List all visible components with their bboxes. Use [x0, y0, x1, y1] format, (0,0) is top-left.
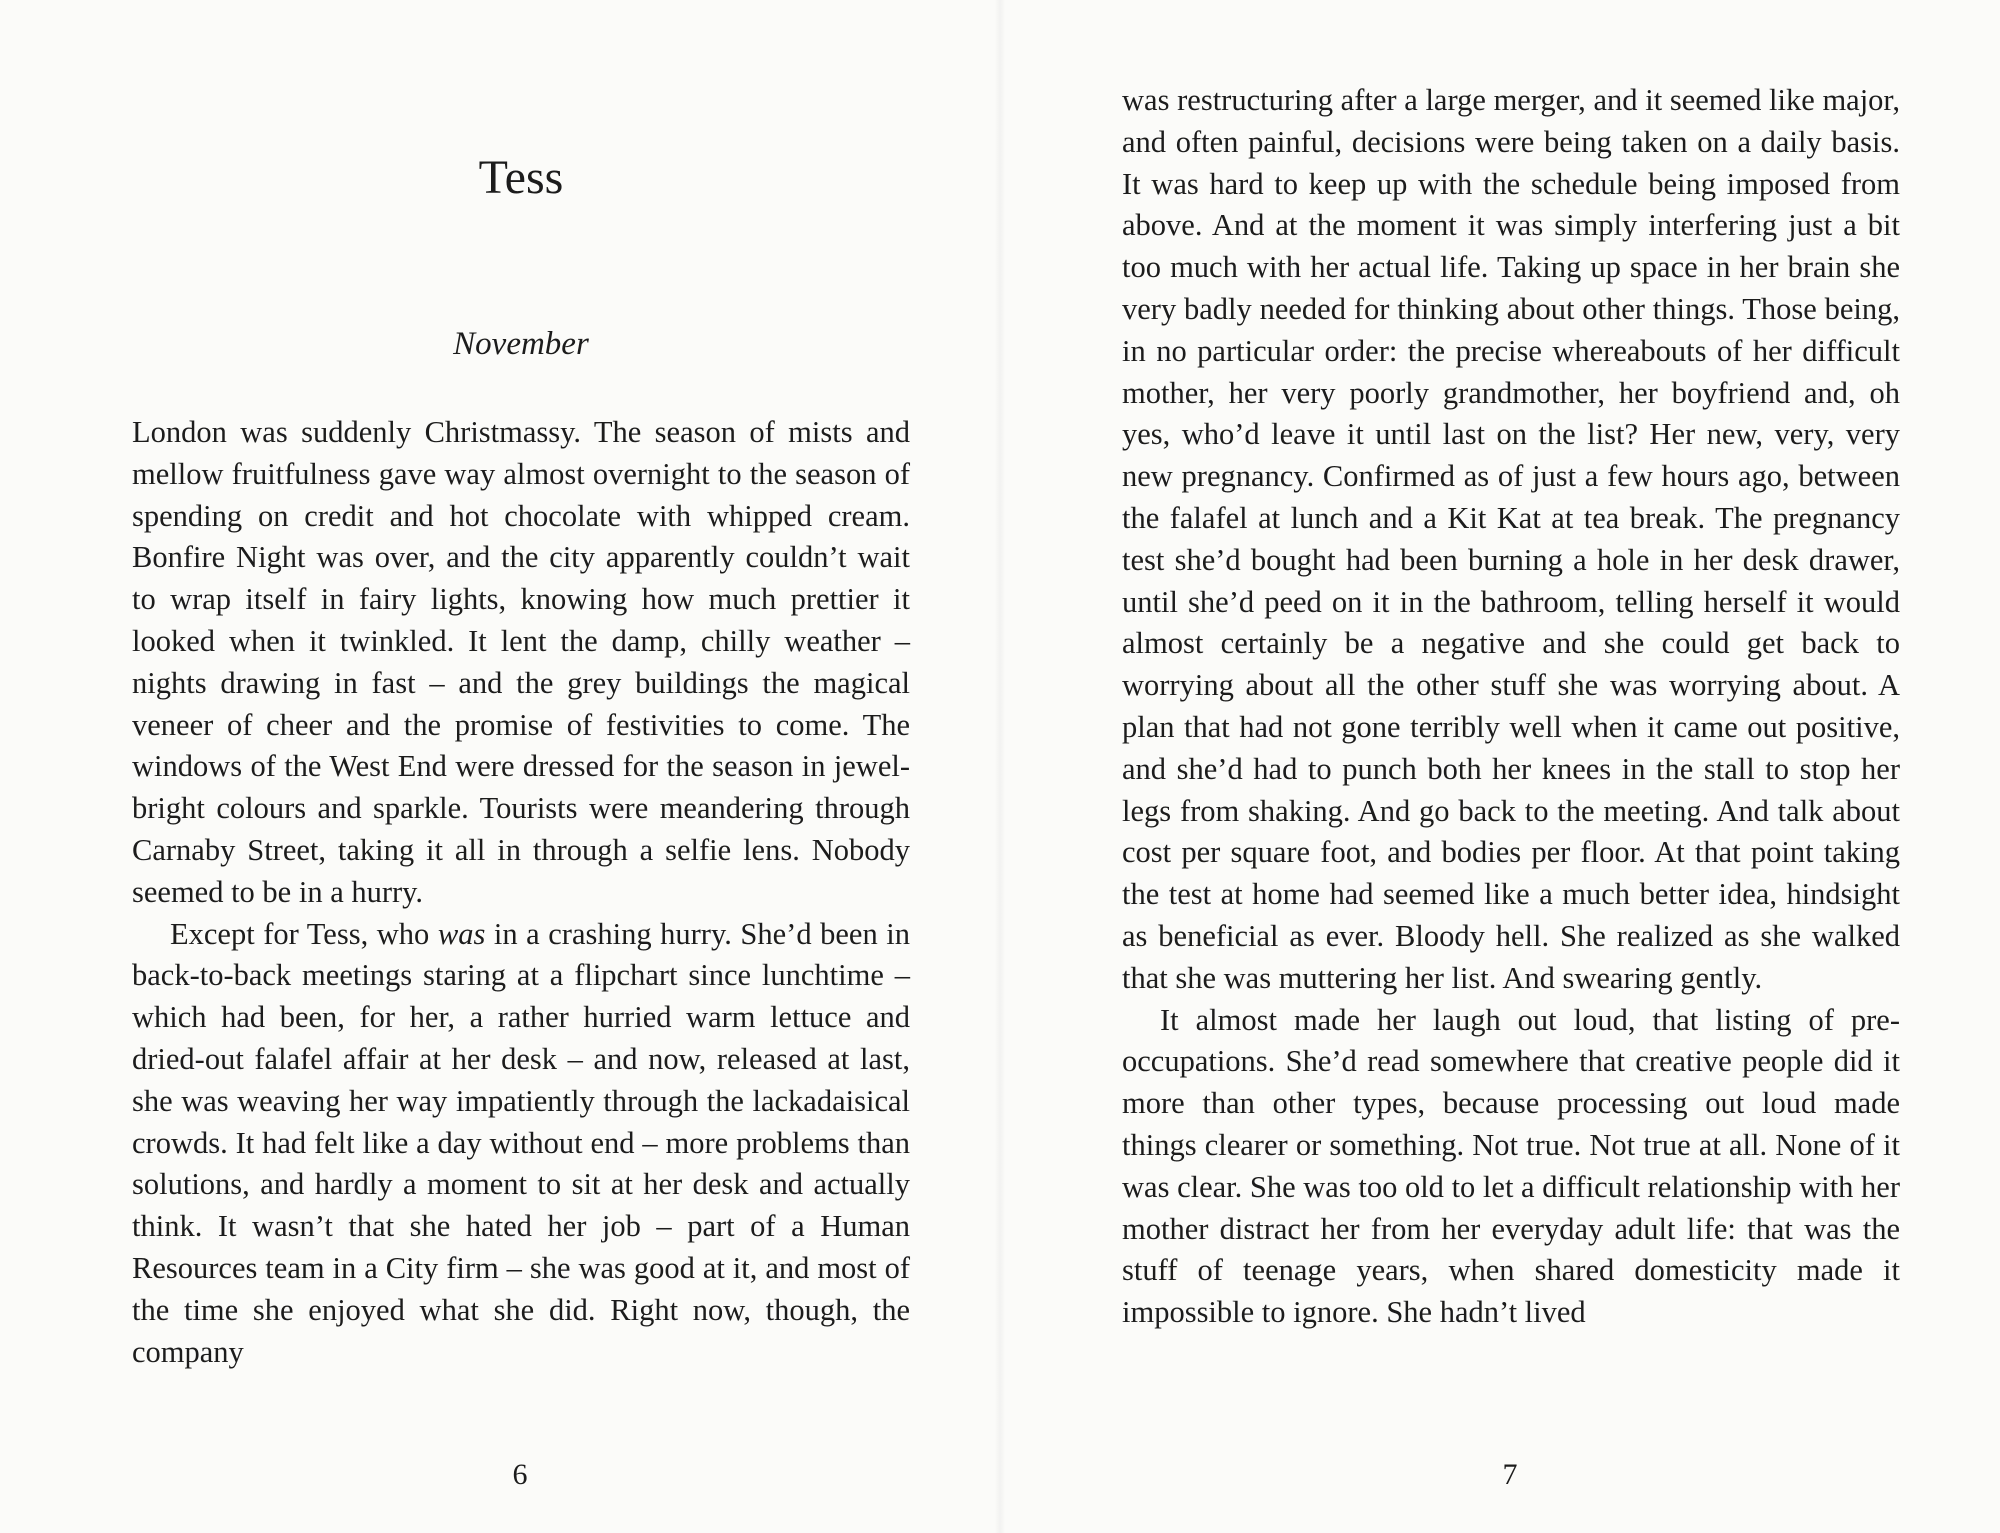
emphasized-word: was [437, 916, 486, 951]
right-page-text [1122, 80, 1900, 1334]
page-number: 7 [1502, 1458, 1518, 1491]
paragraph: It almost made her laugh out loud, that listing of preoccupations. She’d read somewhere that creative people did it more than other types, because processing out loud made things clearer or something. Not true. Not true at all. None of it was clear. She was too old to let a difficult relationship with her mother distract her from her everyday adult life: that was the stuff of teenage years, when shared domesticity made it impossible to ignore. She hadn’t lived [1122, 1002, 1900, 1330]
chapter-title: Tess [478, 151, 564, 204]
left-page-text [132, 412, 910, 1373]
paragraph: London was suddenly Christmassy. The season of mists and mellow fruitfulness gave way almost overnight to the season of spending on credit and hot chocolate with whipped cream. Bonfire Night was over, and the city apparently couldn’t wait to wrap itself in fairy lights, knowing how much prettier it looked when it twinkled. It lent the damp, chilly weather – nights drawing in fast – and the grey buildings the magical veneer of cheer and the promise of festivities to come. The windows of the West End were dressed for the season in jewel-bright colours and sparkle. Tourists were meandering through Carnaby Street, taking it all in through a selfie lens. Nobody seemed to be in a hurry. [132, 415, 910, 909]
text-run: Except for Tess, who [170, 916, 438, 951]
chapter-subtitle: November [453, 326, 589, 362]
paragraph: was restructuring after a large merger, and it seemed like major, and often painful, decisions were being taken on a daily basis. It was hard to keep up with the schedule being imposed from above. And at the moment it was simply interfering just a bit too much with her actual life. Taking up space in her brain she very badly needed for thinking about other things. Those being, in no particular order: the precise whereabouts of her difficult mother, her very poorly grandmother, her boyfriend and, oh yes, who’d leave it until last on the list? Her new, very, very new pregnancy. Confirmed as of just a few hours ago, between the falafel at lunch and a Kit Kat at tea break. The pregnancy test she’d bought had been burning a hole in her desk drawer, until she’d peed on it in the bathroom, telling herself it would almost certainly be a negative and she could get back to worrying about all the other stuff she was worrying about. A plan that had not gone terribly well when it came out positive, and she’d had to punch both her knees in the stall to stop her legs from shaking. And go back to the meeting. And talk about cost per square foot, and bodies per floor. At that point taking the test at home had seemed like a much better idea, hindsight as beneficial as ever. Bloody hell. She realized as she walked that she was muttering her list. And swearing gently. [1122, 83, 1900, 995]
paragraph [132, 914, 910, 1374]
page-number: 6 [512, 1458, 528, 1491]
right-page [1000, 0, 2000, 1533]
text-run: in a crashing hurry. She’d been in back-to-back meetings staring at a flipchart since lunchtime – which had been, for her, a rather hurried warm lettuce and dried-out falafel affair at her desk – and now, released at last, she was weaving her way impatiently through the lackadaisical crowds. It had felt like a day without end – more problems than solutions, and hardly a moment to sit at her desk and actually think. It wasn’t that she hated her job – part of a Human Resources team in a City firm – she was good at it, and most of the time she enjoyed what she did. Right now, though, the company [132, 916, 910, 1369]
